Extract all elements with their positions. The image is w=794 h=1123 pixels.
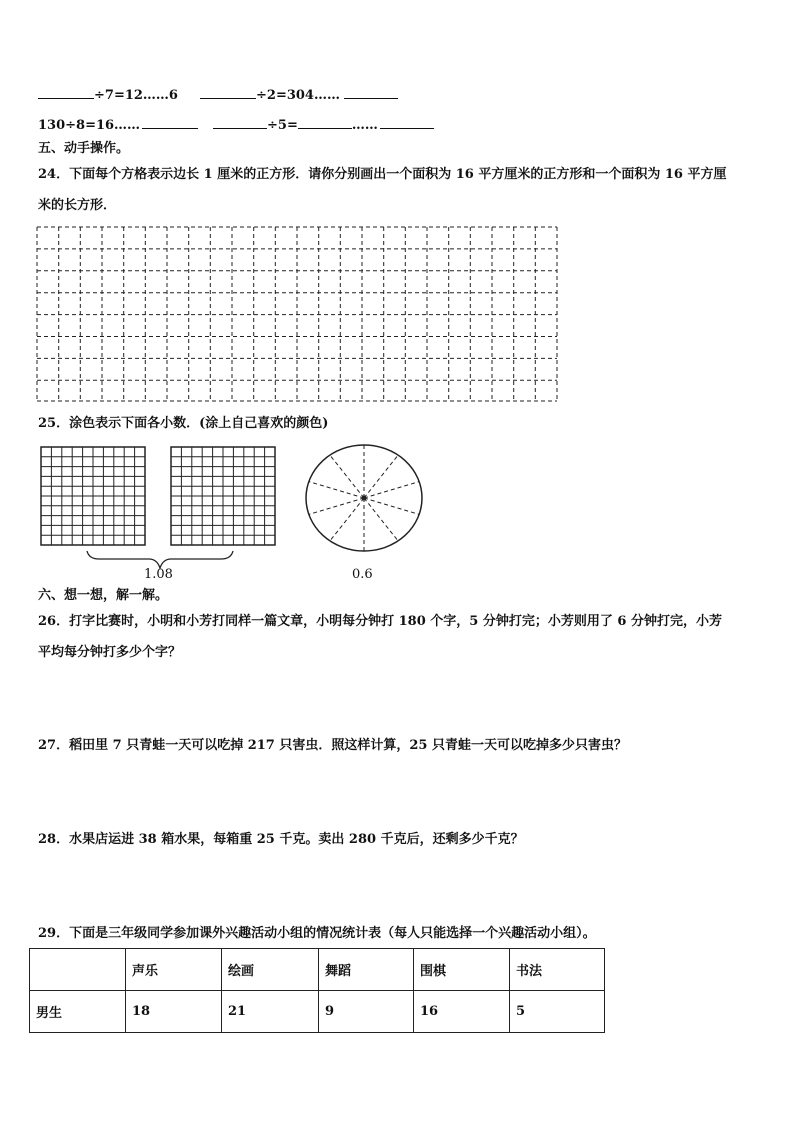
question-28: 28．水果店运进 38 箱水果，每箱重 25 千克。卖出 280 千克后，还剩多少千克？: [38, 832, 524, 847]
table-cell: 男生: [30, 991, 126, 1033]
question-24-line1: 24．下面每个方格表示边长 1 厘米的正方形．请你分别画出一个面积为 16 平方厘米的正方形和一个面积为 16 平方厘: [38, 167, 727, 182]
question-26-line1: 26．打字比赛时，小明和小芳打同样一篇文章，小明每分钟打 180 个字，5 分钟打完；小芳则用了 6 分钟打完，小芳: [38, 614, 722, 629]
fill-in-line-1b: [200, 86, 398, 104]
fill-in-line-2b: [213, 116, 434, 134]
question-26-line2: 平均每分钟打多少个字？: [38, 645, 182, 660]
interest-group-table: [29, 948, 605, 1033]
answer-blank[interactable]: [298, 116, 352, 129]
table-header-cell: 声乐: [126, 949, 222, 991]
question-29: 29．下面是三年级同学参加课外兴趣活动小组的情况统计表（每人只能选择一个兴趣活动小组）。: [38, 926, 596, 941]
table-header-cell: 围棋: [414, 949, 510, 991]
answer-blank[interactable]: [142, 116, 198, 129]
section-heading-5: 五、动手操作。: [38, 141, 130, 156]
table-cell: 18: [126, 991, 222, 1033]
decimal-label-circle: 0.6: [352, 567, 373, 582]
fill-in-line-1: [38, 86, 178, 104]
table-header-cell: 绘画: [222, 949, 319, 991]
hundred-grid-2[interactable]: [170, 446, 278, 548]
divided-circle[interactable]: [303, 443, 425, 553]
ellipsis-text: ……: [351, 118, 378, 133]
decimal-label-grids: 1.08: [144, 567, 173, 582]
dashed-square-grid[interactable]: [35, 225, 559, 403]
division-expression: ÷2=304……: [256, 88, 340, 103]
table-cell: 9: [319, 991, 414, 1033]
answer-blank[interactable]: [344, 86, 398, 99]
table-cell: 21: [222, 991, 319, 1033]
answer-blank[interactable]: [213, 116, 267, 129]
answer-blank[interactable]: [38, 86, 94, 99]
division-expression: ÷5=: [267, 118, 298, 133]
hundred-grid-1[interactable]: [40, 446, 148, 548]
table-header-cell: 书法: [510, 949, 605, 991]
table-cell: 16: [414, 991, 510, 1033]
division-expression: 130÷8=16……: [38, 118, 141, 133]
table-row: [30, 991, 605, 1033]
answer-blank[interactable]: [380, 116, 434, 129]
question-24-line2: 米的长方形．: [38, 198, 117, 213]
division-expression: ÷7=12……6: [94, 88, 178, 103]
answer-blank[interactable]: [200, 86, 256, 99]
section-heading-6: 六、想一想，解一解。: [38, 588, 169, 603]
table-header-cell: [30, 949, 126, 991]
question-25: 25．涂色表示下面各小数．(涂上自己喜欢的颜色): [38, 416, 329, 431]
table-header-cell: 舞蹈: [319, 949, 414, 991]
question-27: 27．稻田里 7 只青蛙一天可以吃掉 217 只害虫．照这样计算，25 只青蛙一天可以吃掉多少只害虫？: [38, 738, 627, 753]
table-cell: 5: [510, 991, 605, 1033]
fill-in-line-2: [38, 116, 198, 134]
table-header-row: [30, 949, 605, 991]
